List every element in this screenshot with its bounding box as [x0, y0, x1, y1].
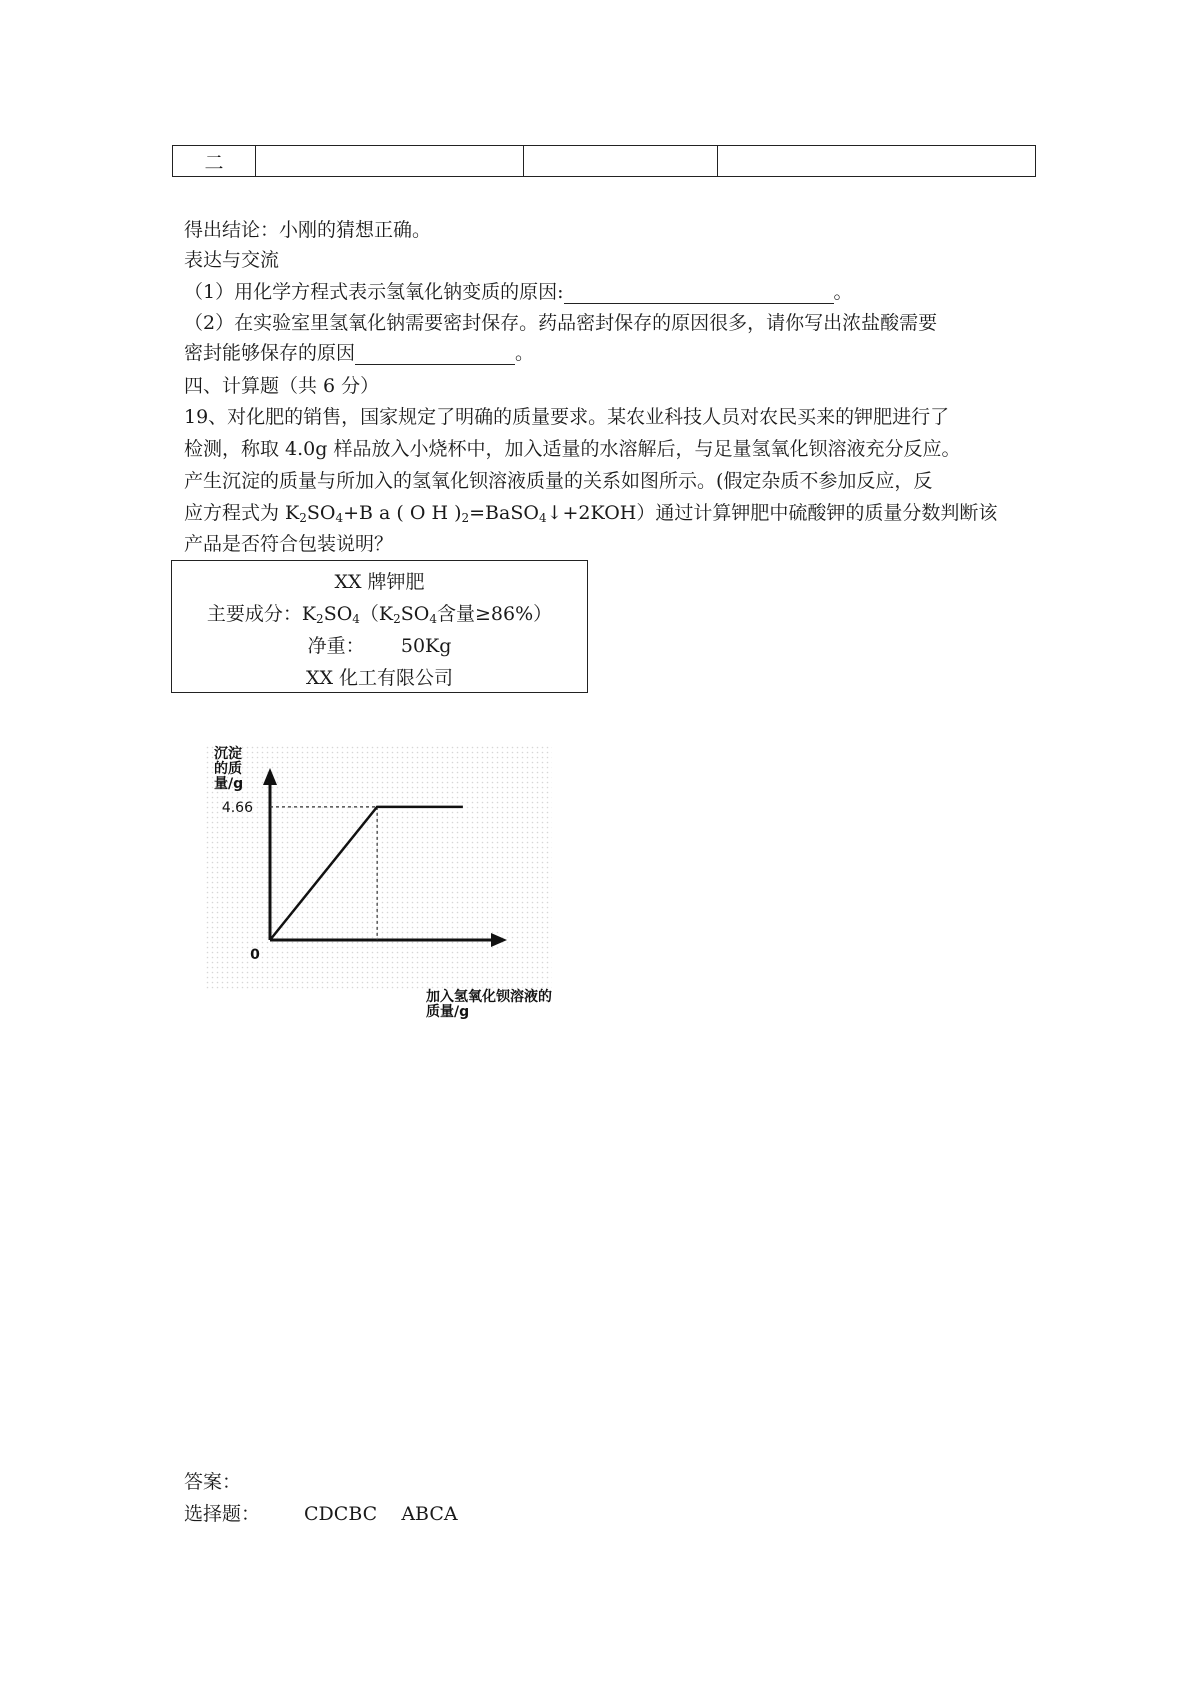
subscript: 2 — [393, 612, 401, 626]
question-2-line1: （2）在实验室里氢氧化钠需要密封保存。药品密封保存的原因很多，请你写出浓盐酸需要 — [184, 312, 938, 334]
precipitate-chart-svg — [205, 745, 605, 1030]
x-axis-label-line1: 加入氢氧化钡溶液的 — [426, 989, 552, 1005]
result-table-row — [172, 145, 1036, 177]
composition-so: SO — [323, 603, 353, 625]
answers-mc-label: 选择题： — [184, 1503, 261, 1525]
question-2-end: 。 — [515, 342, 535, 364]
question-19-equation-line — [184, 501, 997, 525]
equation-ba-oh: +B a ( O H ) — [343, 502, 462, 524]
answer-blank-2[interactable] — [355, 344, 515, 365]
question-19-line1: 19、对化肥的销售，国家规定了明确的质量要求。某农业科技人员对农民买来的钾肥进行了 — [184, 406, 950, 428]
y-tick-label: 4.66 — [221, 799, 253, 816]
question-2-line2 — [184, 341, 534, 365]
composition-prefix: 主要成分：K — [206, 603, 317, 625]
answers-mc — [184, 1502, 458, 1526]
net-weight-value: 50Kg — [400, 635, 452, 657]
subscript: 2 — [316, 612, 324, 626]
subscript: 4 — [429, 612, 437, 626]
answers-heading: 答案： — [184, 1471, 242, 1493]
table-cell-empty — [718, 146, 1035, 176]
y-axis-label-line2: 的质 — [214, 761, 242, 777]
subscript: 4 — [335, 511, 344, 525]
subscript: 4 — [352, 612, 360, 626]
composition-suffix: 含量≥86%） — [437, 603, 553, 625]
precipitate-chart — [205, 745, 605, 1030]
subscript: 2 — [299, 511, 307, 525]
equation-so: SO — [306, 502, 336, 524]
label-brand: XX 牌钾肥 — [334, 571, 425, 593]
question-1-end: 。 — [833, 281, 853, 303]
label-composition — [172, 599, 587, 626]
answer-blank-1[interactable] — [564, 283, 834, 304]
fertilizer-label-box — [171, 560, 588, 693]
section-heading-express: 表达与交流 — [184, 249, 280, 271]
label-company: XX 化工有限公司 — [305, 667, 454, 689]
origin-label: 0 — [250, 947, 260, 963]
table-row-label: 二 — [173, 146, 256, 176]
conclusion-text: 得出结论：小刚的猜想正确。 — [184, 219, 432, 241]
question-1-text: （1）用化学方程式表示氢氧化钠变质的原因 — [184, 281, 558, 303]
x-axis-label-line2: 质量/g — [426, 1004, 470, 1020]
label-net-weight — [172, 631, 587, 658]
net-weight-label: 净重： — [307, 635, 365, 657]
composition-mid: （K — [359, 603, 394, 625]
equation-koh: ↓+2KOH）通过计算钾肥中硫酸钾的质量分数判断该 — [546, 502, 998, 524]
question-19-line5: 产品是否符合包装说明？ — [184, 533, 394, 555]
question-1-colon: : — [557, 281, 564, 303]
composition-so: SO — [400, 603, 430, 625]
table-cell-empty — [256, 146, 524, 176]
question-19-line3: 产生沉淀的质量与所加入的氢氧化钡溶液质量的关系如图所示。(假定杂质不参加反应，反 — [184, 470, 933, 492]
question-1 — [184, 280, 853, 304]
y-axis-label-line1: 沉淀 — [214, 746, 242, 762]
question-19-line2: 检测，称取 4.0g 样品放入小烧杯中，加入适量的水溶解后，与足量氢氧化钡溶液充分反应。 — [184, 438, 961, 460]
y-axis-label-line3: 量/g — [214, 776, 244, 792]
answers-mc-values: CDCBC ABCA — [304, 1503, 458, 1525]
equation-prefix: 应方程式为 K — [184, 502, 300, 524]
equation-baso: =BaSO — [469, 502, 539, 524]
question-2-text: 密封能够保存的原因 — [184, 342, 356, 364]
section-heading-calc: 四、计算题（共 6 分） — [184, 375, 380, 397]
subscript: 2 — [461, 511, 470, 525]
subscript: 4 — [538, 511, 547, 525]
table-cell-empty — [524, 146, 718, 176]
